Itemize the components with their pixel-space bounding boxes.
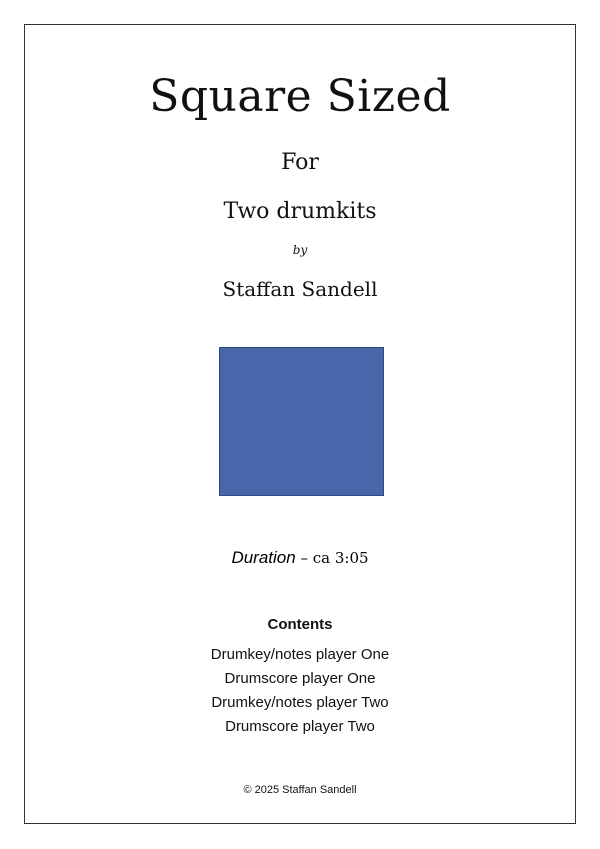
contents-item: Drumkey/notes player One (210, 646, 390, 663)
contents-item: Drumscore player Two (225, 718, 375, 735)
duration-label: Duration (231, 548, 296, 567)
contents-list (0, 643, 600, 739)
contents-item: Drumkey/notes player Two (211, 694, 389, 711)
duration-value: – ca 3:05 (295, 549, 369, 567)
by-label: by (292, 243, 308, 257)
score-title: Square Sized (149, 71, 451, 122)
contents-heading: Contents (267, 616, 333, 633)
copyright-notice: © 2025 Staffan Sandell (243, 784, 357, 796)
duration-line (0, 546, 600, 570)
contents-item: Drumscore player One (224, 670, 376, 687)
composer-name: Staffan Sandell (222, 277, 378, 301)
for-label: For (281, 150, 319, 175)
cover-square-graphic (219, 347, 384, 496)
instrumentation: Two drumkits (223, 199, 377, 224)
